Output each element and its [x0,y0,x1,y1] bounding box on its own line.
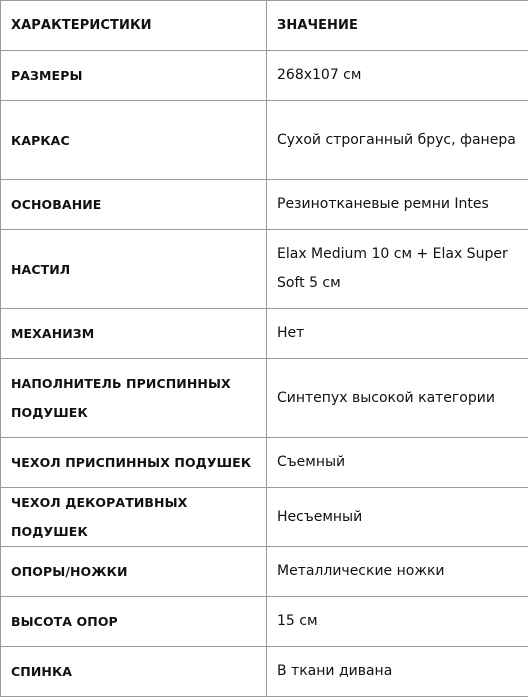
table-row [1,309,528,359]
header-value: ЗНАЧЕНИЕ [267,1,528,51]
row-value: Резинотканевые ремни Intes [267,180,528,230]
row-characteristic: ВЫСОТА ОПОР [1,597,267,647]
table-row [1,359,528,438]
row-value: Металлические ножки [267,547,528,597]
row-value: 15 см [267,597,528,647]
row-characteristic: ЧЕХОЛ ПРИСПИННЫХ ПОДУШЕК [1,438,267,488]
row-value: Elax Medium 10 см + Elax Super Soft 5 см [267,230,528,309]
table-row [1,51,528,101]
row-value: В ткани дивана [267,647,528,697]
table-row [1,597,528,647]
row-value: Сухой строганный брус, фанера [267,101,528,180]
table-row [1,230,528,309]
table-row [1,547,528,597]
row-characteristic: ЧЕХОЛ ДЕКОРАТИВНЫХ ПОДУШЕК [1,488,267,547]
table-row [1,647,528,697]
row-characteristic: МЕХАНИЗМ [1,309,267,359]
row-characteristic: РАЗМЕРЫ [1,51,267,101]
row-characteristic: ОСНОВАНИЕ [1,180,267,230]
row-characteristic: ОПОРЫ/НОЖКИ [1,547,267,597]
row-characteristic: НАПОЛНИТЕЛЬ ПРИСПИННЫХ ПОДУШЕК [1,359,267,438]
row-value: 268х107 см [267,51,528,101]
table-row [1,488,528,547]
row-value: Нет [267,309,528,359]
row-value: Несъемный [267,488,528,547]
row-value: Синтепух высокой категории [267,359,528,438]
row-characteristic: СПИНКА [1,647,267,697]
row-characteristic: КАРКАС [1,101,267,180]
table-header-row [1,1,528,51]
table-row [1,101,528,180]
header-characteristic: ХАРАКТЕРИСТИКИ [1,1,267,51]
table-row [1,438,528,488]
row-characteristic: НАСТИЛ [1,230,267,309]
table-row [1,180,528,230]
row-value: Съемный [267,438,528,488]
